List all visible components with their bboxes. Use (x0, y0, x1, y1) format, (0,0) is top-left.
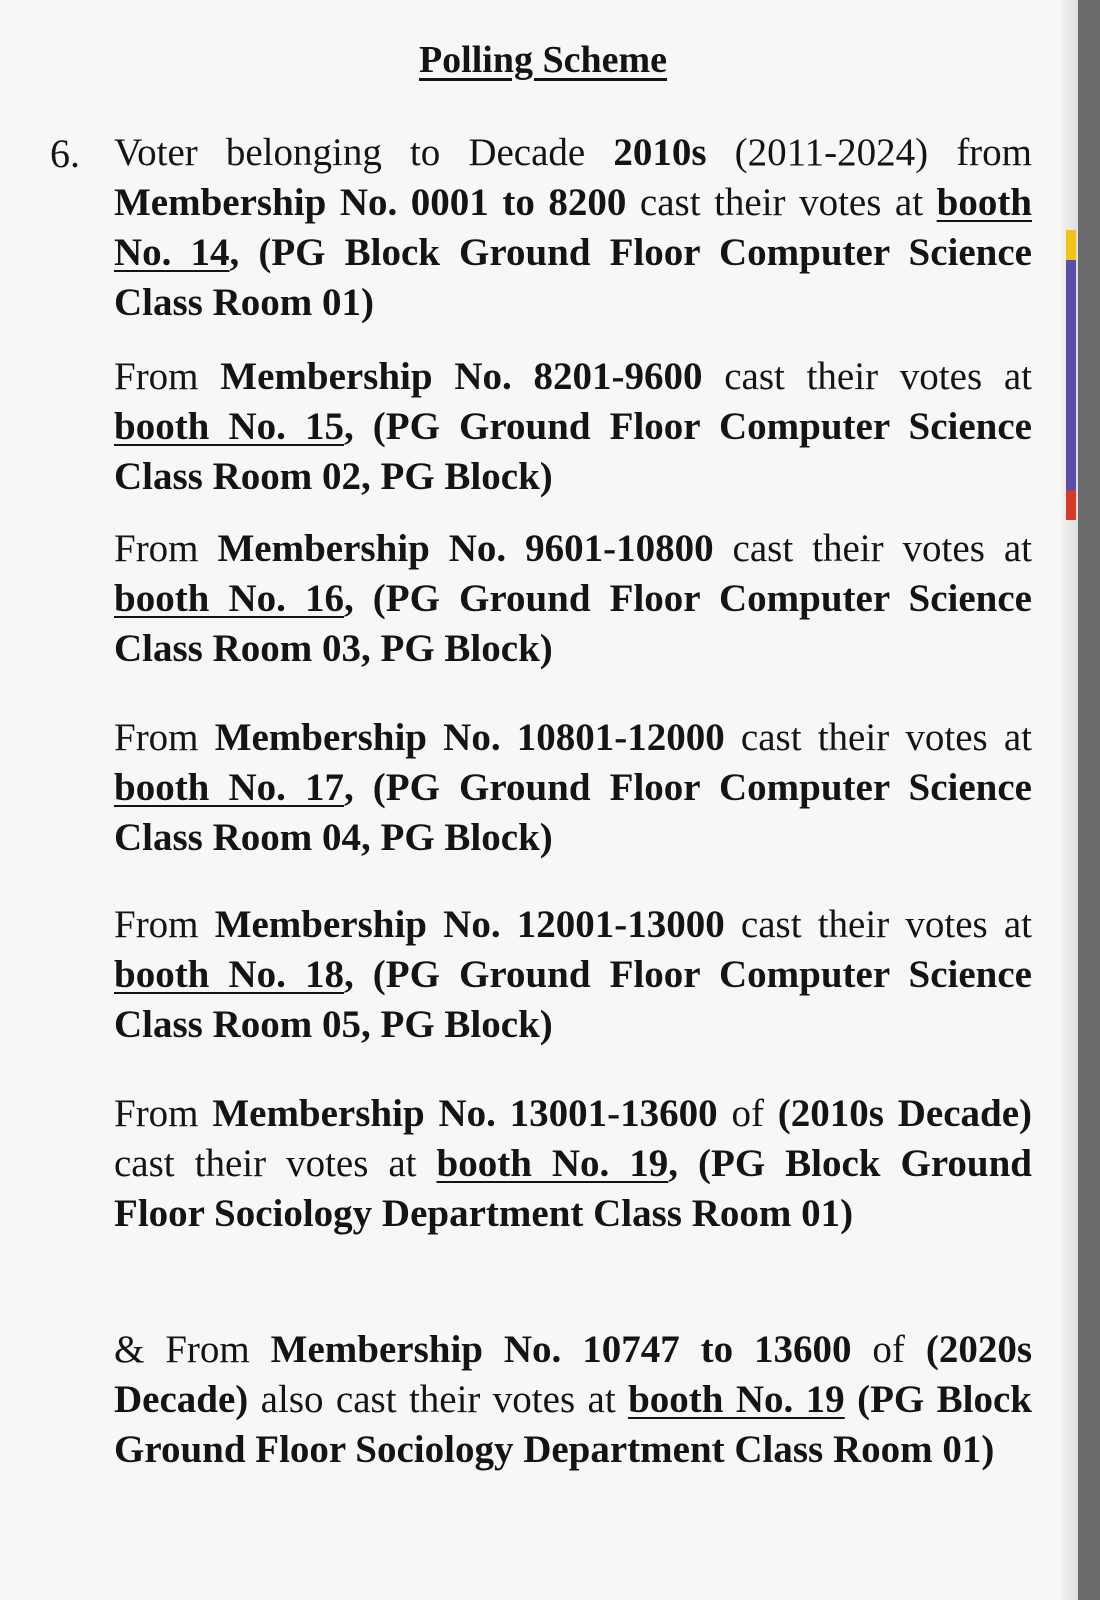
paragraph-booth-19-2010s (114, 1089, 1032, 1239)
paragraph-booth-14 (114, 128, 1032, 328)
paragraph-text: cast their votes at (724, 716, 1032, 759)
paragraph-text: From (114, 355, 221, 398)
booth-number: booth No. 14 (114, 181, 1032, 274)
paragraph-text: cast their votes at (702, 355, 1033, 398)
decade-label: (2020s Decade) (114, 1328, 1032, 1421)
paragraph-booth-15 (114, 352, 1032, 502)
paragraph-text: From (114, 716, 215, 759)
paragraph-text: From (114, 527, 218, 570)
booth-number: booth No. 15 (114, 405, 344, 448)
membership-range: Membership No. 10801-12000 (214, 716, 725, 759)
booth-location: (PG Block Ground Floor Sociology Department Class Room 01) (114, 1378, 1032, 1471)
booth-location: , (PG Ground Floor Computer Science Class Room 03, PG Block) (114, 577, 1032, 670)
paragraph-text: of (851, 1328, 926, 1371)
purple-tab (1066, 260, 1076, 490)
membership-range: Membership No. 12001-13000 (214, 903, 725, 946)
paragraph-booth-16 (114, 524, 1032, 674)
paragraph-text: Voter belonging to Decade (114, 131, 614, 174)
paragraph-text: cast their votes at (626, 181, 937, 224)
booth-location: , (PG Ground Floor Computer Science Class Room 02, PG Block) (114, 405, 1032, 498)
booth-location: , (PG Ground Floor Computer Science Class Room 05, PG Block) (114, 953, 1032, 1046)
paragraph-text: of (717, 1092, 778, 1135)
paragraph-text: cast their votes at (114, 1142, 437, 1185)
membership-range: Membership No. 0001 to 8200 (114, 181, 627, 224)
paragraph-text: (2011-2024) from (706, 131, 1033, 174)
membership-range: Membership No. 10747 to 13600 (270, 1328, 852, 1371)
booth-number: booth No. 19 (436, 1142, 669, 1185)
paragraph-booth-18 (114, 900, 1032, 1050)
paragraph-text: & From (114, 1328, 271, 1371)
decade-label: (2010s Decade) (777, 1092, 1033, 1135)
membership-range: Membership No. 13001-13600 (212, 1092, 718, 1135)
color-tab-strip (1066, 230, 1076, 520)
item-number: 6. (50, 131, 80, 176)
paragraph-text: From (114, 1092, 213, 1135)
paragraph-text: also cast their votes at (248, 1378, 629, 1421)
membership-range: Membership No. 8201-9600 (220, 355, 703, 398)
paragraph-text: cast their votes at (724, 903, 1032, 946)
decade-label: 2010s (613, 131, 707, 174)
booth-number: booth No. 16 (114, 577, 344, 620)
paragraph-booth-17 (114, 713, 1032, 863)
booth-location: , (PG Ground Floor Computer Science Class Room 04, PG Block) (114, 766, 1032, 859)
booth-location: , (PG Block Ground Floor Sociology Department Class Room 01) (114, 1142, 1032, 1235)
yellow-tab (1066, 230, 1076, 260)
red-tab (1066, 490, 1076, 520)
booth-location: , (PG Block Ground Floor Computer Science Class Room 01) (114, 231, 1032, 324)
booth-number: booth No. 17 (114, 766, 344, 809)
booth-number: booth No. 18 (114, 953, 344, 996)
paragraph-text: cast their votes at (713, 527, 1032, 570)
page-title: Polling Scheme (418, 39, 668, 81)
membership-range: Membership No. 9601-10800 (217, 527, 714, 570)
paragraph-text: From (114, 903, 215, 946)
paragraph-booth-19-2020s (114, 1325, 1032, 1475)
booth-number: booth No. 19 (628, 1378, 845, 1421)
